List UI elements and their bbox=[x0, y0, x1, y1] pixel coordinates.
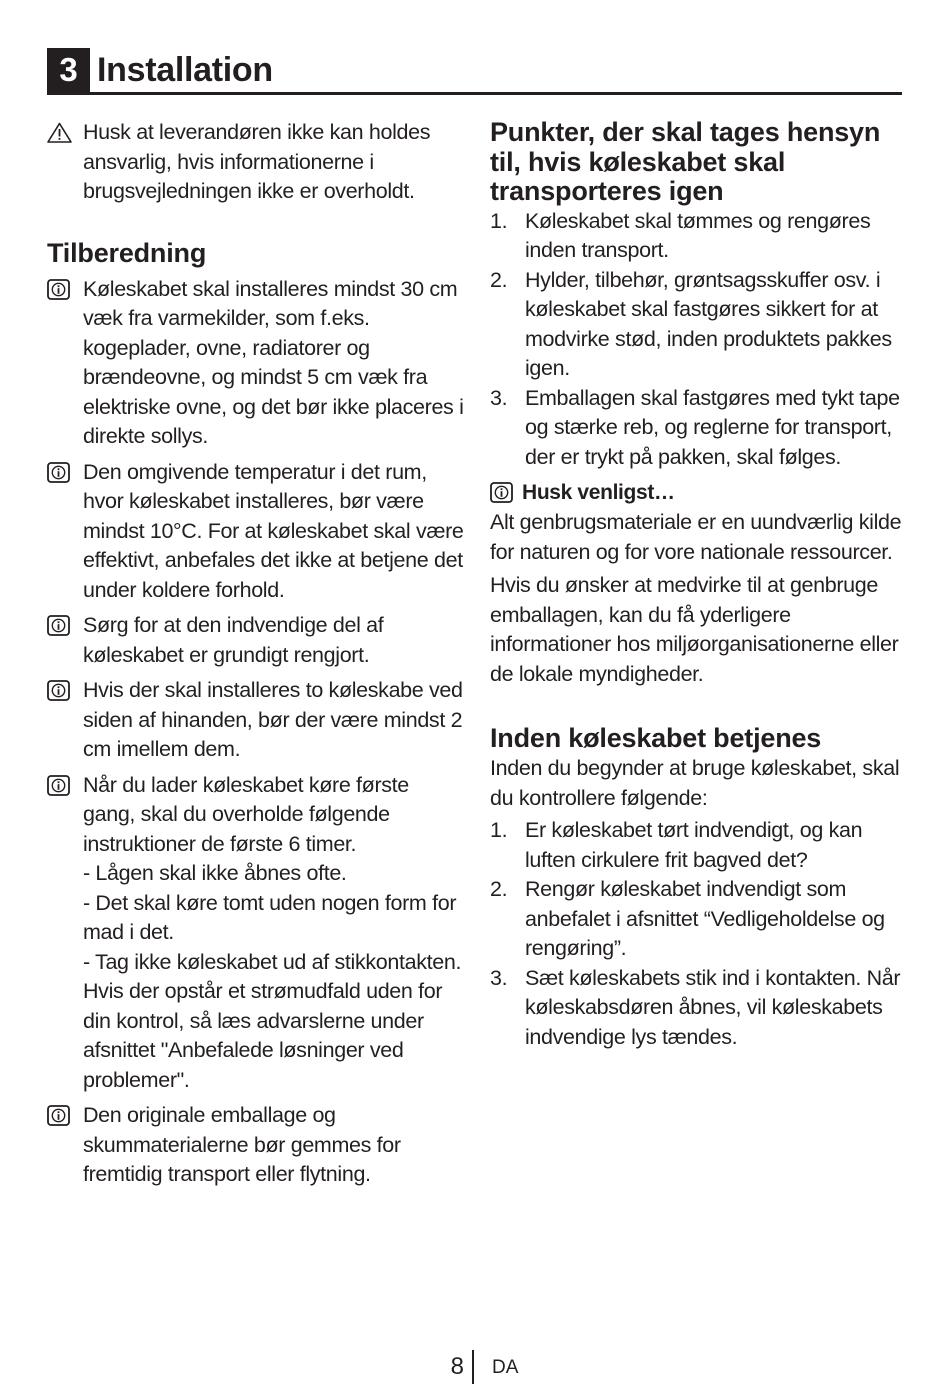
right-column bbox=[490, 118, 905, 1052]
info-icon bbox=[47, 462, 70, 483]
list-item bbox=[490, 964, 905, 1053]
preparation-note-text: Køleskabet skal installeres mindst 30 cm væk fra varmekilder, som f.eks. kogeplader, ovne, radiatorer og brændeovne, og mindst 5 cm væk fra elektriske ovne, og det bør ikke placeres i direkte sollys. bbox=[83, 276, 464, 448]
remember-title: Husk venligst… bbox=[522, 481, 675, 504]
preparation-note-text: Hvis der skal installeres to køleskabe ved siden af hinanden, bør der være mindst 2 cm imellem dem. bbox=[83, 678, 463, 761]
before-use-list bbox=[490, 816, 905, 1052]
before-use-intro: Inden du begynder at bruge køleskabet, skal du kontrollere følgende: bbox=[490, 756, 900, 810]
preparation-note-text: Sørg for at den indvendige del af køleskabet er grundigt rengjort. bbox=[83, 613, 384, 667]
list-item bbox=[490, 816, 905, 875]
chapter-number: 3 bbox=[47, 48, 90, 92]
preparation-note bbox=[47, 458, 465, 606]
warning-triangle-icon bbox=[47, 122, 70, 143]
transport-heading: Punkter, der skal tages hensyn til, hvis køleskabet skal transporteres igen bbox=[490, 117, 881, 206]
list-number: 1. bbox=[490, 208, 508, 233]
info-icon bbox=[47, 775, 70, 796]
preparation-note bbox=[47, 676, 465, 765]
list-item-text: Er køleskabet tørt indvendigt, og kan luften cirkulere frit bagved det? bbox=[525, 818, 863, 872]
list-item-text: Sæt køleskabets stik ind i kontakten. Når køleskabsdøren åbnes, vil køleskabets indvendige lys tændes. bbox=[525, 965, 901, 1049]
footer-divider bbox=[472, 1350, 474, 1384]
list-number: 1. bbox=[490, 818, 508, 842]
language-code: DA bbox=[492, 1357, 519, 1378]
chapter-title: Installation bbox=[97, 51, 273, 89]
info-icon bbox=[47, 615, 70, 636]
warning-note bbox=[47, 118, 465, 207]
info-icon bbox=[47, 279, 70, 300]
warning-note-text: Husk at leverandøren ikke kan holdes ansvarlig, hvis informationerne i brugsvejledningen ikke er overholdt. bbox=[83, 120, 431, 203]
first-run-note bbox=[47, 771, 465, 1096]
list-number: 3. bbox=[490, 385, 508, 410]
remember-heading bbox=[490, 478, 905, 508]
page-number: 8 bbox=[450, 1353, 464, 1380]
preparation-note bbox=[47, 611, 465, 670]
preparation-note-text: Den omgivende temperatur i det rum, hvor køleskabet installeres, bør være mindst 10°C. For at køleskabet skal være effektivt, anbefales det ikke at betjene det under koldere forhold. bbox=[83, 459, 464, 602]
info-icon bbox=[47, 680, 70, 701]
list-item bbox=[490, 207, 905, 266]
remember-paragraph: Alt genbrugsmateriale er en uundværlig kilde for naturen og for vore nationale ressourcer. bbox=[490, 510, 902, 564]
transport-list bbox=[490, 207, 905, 473]
page-footer bbox=[0, 1350, 950, 1384]
preparation-note bbox=[47, 275, 465, 452]
before-use-heading: Inden køleskabet betjenes bbox=[490, 723, 822, 753]
list-item-text: Rengør køleskabet indvendigt som anbefalet i afsnittet “Vedligeholdelse og rengøring”. bbox=[525, 877, 885, 960]
remember-paragraph: Hvis du ønsker at medvirke til at genbruge emballagen, kan du få yderligere informationer hos miljøorganisationerne eller de lokale myndigheder. bbox=[490, 573, 899, 686]
list-item bbox=[490, 875, 905, 964]
list-number: 2. bbox=[490, 267, 508, 292]
list-item bbox=[490, 266, 905, 384]
first-run-item: - Tag ikke køleskabet ud af stikkontakten. Hvis der opstår et strømudfald uden for din kontrol, så læs advarslerne under afsnittet "Anbefalede løsninger ved problemer". bbox=[83, 949, 462, 1092]
list-item-text: Køleskabet skal tømmes og rengøres inden transport. bbox=[525, 208, 871, 262]
chapter-header bbox=[47, 48, 902, 95]
packaging-note bbox=[47, 1101, 465, 1190]
left-column bbox=[47, 118, 465, 1196]
list-item bbox=[490, 384, 905, 473]
info-icon bbox=[490, 482, 513, 503]
list-number: 3. bbox=[490, 965, 508, 990]
first-run-item: - Lågen skal ikke åbnes ofte. bbox=[83, 861, 347, 885]
preparation-heading: Tilberedning bbox=[47, 237, 207, 268]
first-run-item: - Det skal køre tomt uden nogen form for mad i det. bbox=[83, 890, 457, 944]
list-number: 2. bbox=[490, 877, 508, 901]
first-run-intro: Når du lader køleskabet køre første gang, skal du overholde følgende instruktioner de første 6 timer. bbox=[83, 772, 409, 856]
list-item-text: Hylder, tilbehør, grøntsagsskuffer osv. i køleskabet skal fastgøres sikkert for at modvirke stød, inden produktets pakkes igen. bbox=[525, 267, 892, 380]
info-icon bbox=[47, 1105, 70, 1126]
packaging-note-text: Den originale emballage og skummaterialerne bør gemmes for fremtidig transport eller flytning. bbox=[83, 1103, 401, 1186]
list-item-text: Emballagen skal fastgøres med tykt tape og stærke reb, og reglerne for transport, der er trykt på pakken, skal følges. bbox=[525, 385, 900, 469]
